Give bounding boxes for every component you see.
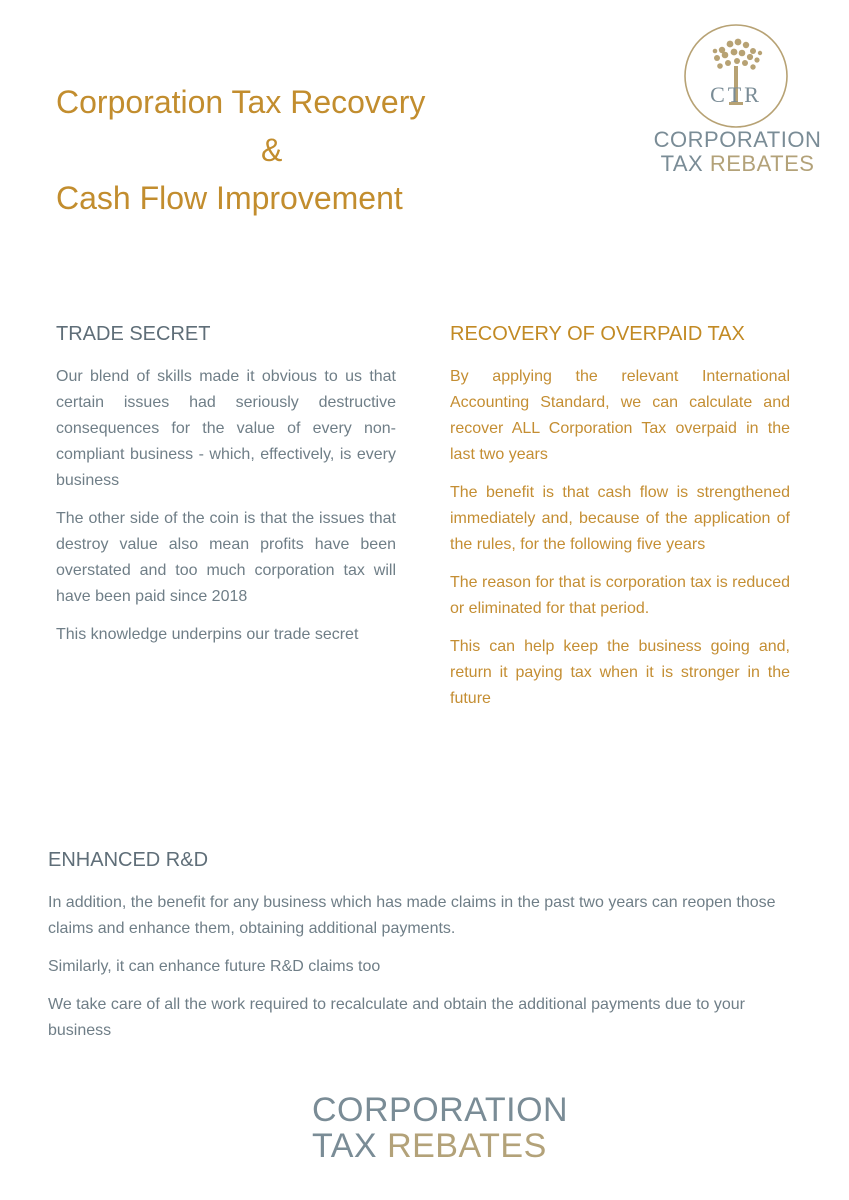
logo-word-corporation: CORPORATION (653, 127, 822, 152)
logo-monogram: CTR (710, 82, 762, 107)
trade-secret-paragraph: This knowledge underpins our trade secret (56, 626, 359, 643)
page-title (56, 78, 496, 222)
overpaid-tax-paragraph: The benefit is that cash flow is strengthened immediately and, because of the application of the rules, for the following five years (450, 484, 790, 553)
header-logo (650, 20, 825, 180)
logo-word-tax: TAX (660, 151, 704, 176)
trade-secret-paragraph: Our blend of skills made it obvious to us that certain issues had seriously destructive consequences for the value of every non-compliant business - which, effectively, is every business (56, 368, 396, 489)
title-line-1: Corporation Tax Recovery (56, 84, 426, 120)
title-line-3: Cash Flow Improvement (56, 180, 403, 216)
enhanced-rd-paragraph: Similarly, it can enhance future R&D claims too (48, 958, 381, 975)
overpaid-tax-section (450, 320, 790, 724)
footer-word-corporation: CORPORATION (312, 1091, 569, 1129)
logo-wordmark (650, 128, 825, 176)
footer-word-rebates: REBATES (387, 1127, 547, 1165)
enhanced-rd-heading: ENHANCED R&D (48, 849, 209, 871)
overpaid-tax-paragraph: By applying the relevant International Accounting Standard, we can calculate and recover ALL Corporation Tax overpaid in the last two years (450, 368, 790, 463)
overpaid-tax-heading: RECOVERY OF OVERPAID TAX (450, 323, 745, 345)
overpaid-tax-paragraph: The reason for that is corporation tax is reduced or eliminated for that period. (450, 574, 790, 617)
enhanced-rd-section (48, 846, 808, 1056)
title-ampersand: & (261, 132, 283, 168)
logo-word-rebates: REBATES (709, 151, 815, 176)
overpaid-tax-paragraph: This can help keep the business going and, return it paying tax when it is stronger in the future (450, 638, 790, 707)
enhanced-rd-paragraph: We take care of all the work required to recalculate and obtain the additional payments due to your business (48, 996, 746, 1039)
trade-secret-paragraph: The other side of the coin is that the issues that destroy value also mean profits have been overstated and too much corporation tax will have been paid since 2018 (56, 510, 396, 605)
trade-secret-heading: TRADE SECRET (56, 323, 211, 345)
footer-logo (312, 1091, 569, 1165)
enhanced-rd-paragraph: In addition, the benefit for any business which has made claims in the past two years can reopen those claims and enhance them, obtaining additional payments. (48, 894, 776, 937)
trade-secret-section (56, 320, 396, 660)
tree-logo-icon (682, 22, 790, 130)
footer-word-tax: TAX (312, 1127, 378, 1165)
